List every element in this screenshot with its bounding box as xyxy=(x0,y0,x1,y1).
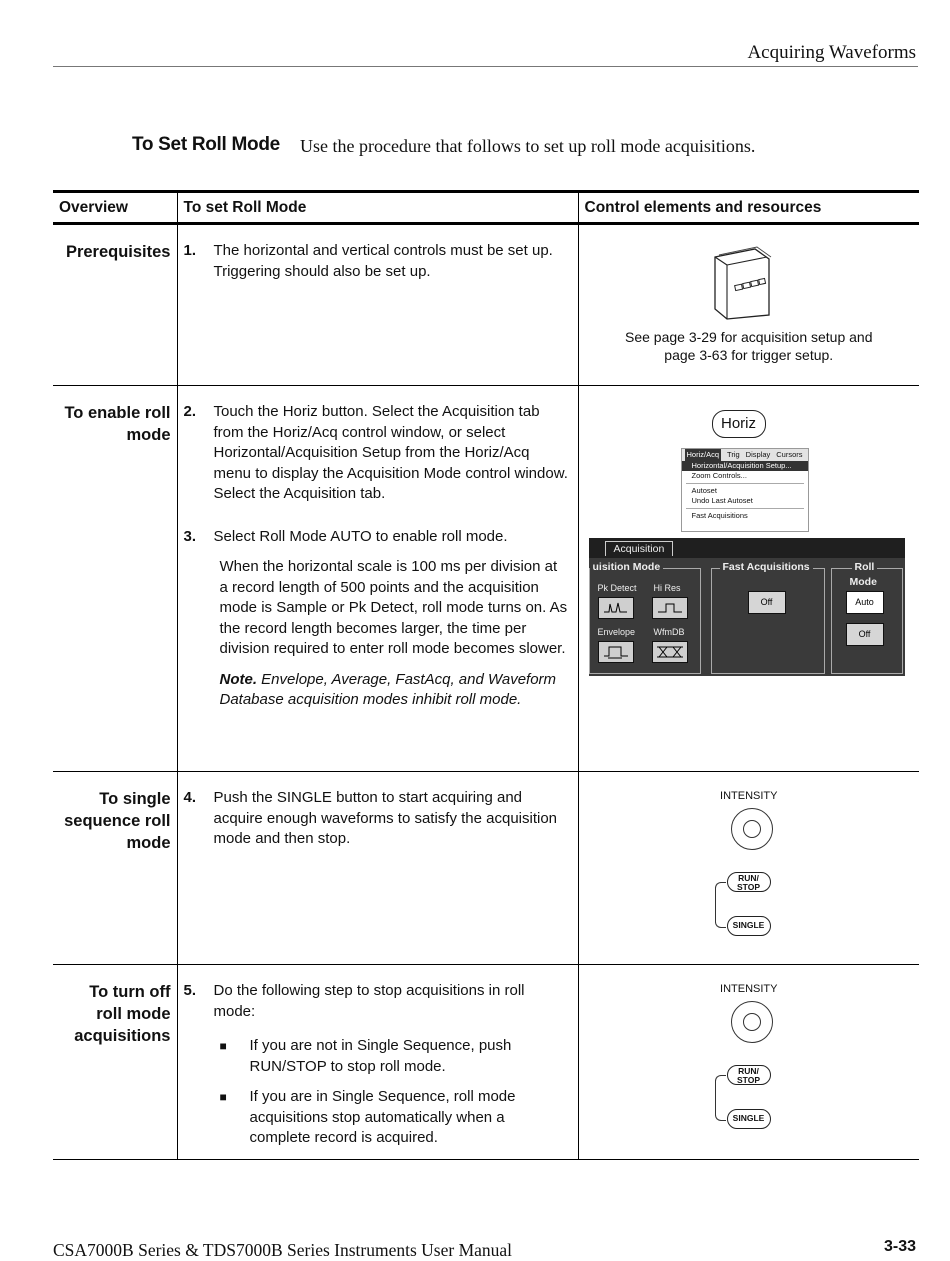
menu-bar-cursors[interactable]: Cursors xyxy=(776,450,803,459)
button-bracket xyxy=(715,1075,726,1121)
stop-label: STOP xyxy=(737,1075,760,1085)
step-note xyxy=(220,670,570,711)
roll-mode-group xyxy=(831,561,903,674)
step-4 xyxy=(184,788,570,850)
row-label-prerequisites: Prerequisites xyxy=(65,243,171,261)
header-rule xyxy=(53,66,918,67)
step-2 xyxy=(184,402,570,505)
menu-bar-trig[interactable]: Trig xyxy=(727,450,740,459)
intensity-knob-icon[interactable] xyxy=(731,1001,773,1043)
acquisition-mode-group xyxy=(589,561,701,674)
run-stop-button[interactable] xyxy=(727,872,771,892)
horiz-acq-menu xyxy=(681,448,809,532)
pk-detect-label: Pk Detect xyxy=(597,583,637,593)
bullet-square-icon: ■ xyxy=(219,1090,227,1104)
bullet-item xyxy=(220,1036,570,1077)
table-row xyxy=(53,224,919,386)
intensity-knob-icon[interactable] xyxy=(731,808,773,850)
intensity-label: INTENSITY xyxy=(720,790,778,802)
menu-bar-display[interactable]: Display xyxy=(745,450,771,459)
procedure-table xyxy=(53,190,919,1160)
step-1 xyxy=(184,241,570,282)
fast-acquisitions-title: Fast Acquisitions xyxy=(720,561,813,573)
menu-item-undo-last-autoset[interactable]: Undo Last Autoset xyxy=(691,496,753,505)
envelope-label: Envelope xyxy=(597,627,636,637)
menu-bar-horiz-acq[interactable]: Horiz/Acq xyxy=(686,450,720,459)
bullet-text: If you are in Single Sequence, roll mode acquisitions stop automatically when a complete record is acquired. xyxy=(249,1088,516,1146)
resource-caption-2: page 3-63 for trigger setup. xyxy=(664,347,834,363)
row-label-turn-off-roll: To turn off roll mode acquisitions xyxy=(74,983,171,1045)
stop-label: STOP xyxy=(737,882,760,892)
note-label: Note. xyxy=(219,670,257,688)
step-text: Touch the Horiz button. Select the Acquisition tab from the Horiz/Acq control window, or select Horizontal/Acquisition Setup from the Horiz/Acq menu to display the Acquisition Mode control window. Select the Acquisition tab. xyxy=(213,403,568,502)
wfmdb-button[interactable] xyxy=(652,641,688,663)
hi-res-button[interactable] xyxy=(652,597,688,619)
envelope-button[interactable] xyxy=(598,641,634,663)
roll-mode-off-button[interactable]: Off xyxy=(846,623,884,646)
acquisition-mode-title: uisition Mode xyxy=(590,561,664,573)
menu-item-fast-acquisitions[interactable]: Fast Acquisitions xyxy=(691,511,748,520)
row-label-single-sequence: To single sequence roll mode xyxy=(64,790,171,852)
run-label: RUN/ xyxy=(738,1066,759,1076)
single-button[interactable]: SINGLE xyxy=(727,1109,771,1129)
step-number: 1. xyxy=(183,242,197,259)
table-row xyxy=(53,386,919,772)
envelope-waveform-icon xyxy=(599,642,633,662)
step-5 xyxy=(184,981,570,1022)
fast-acq-off-button[interactable]: Off xyxy=(748,591,786,614)
single-button[interactable]: SINGLE xyxy=(727,916,771,936)
table-row xyxy=(53,965,919,1160)
step-text: Push the SINGLE button to start acquiring and acquire enough waveforms to satisfy the acquisition mode and then stop. xyxy=(213,789,558,847)
section-title: To Set Roll Mode xyxy=(132,134,280,155)
horiz-button[interactable]: Horiz xyxy=(712,410,766,438)
table-header-row xyxy=(53,192,919,224)
pk-detect-waveform-icon xyxy=(599,598,633,618)
run-stop-button[interactable] xyxy=(727,1065,771,1085)
resource-caption-1: See page 3-29 for acquisition setup and xyxy=(624,329,873,345)
menu-item-horizontal-acquisition-setup[interactable]: Horizontal/Acquisition Setup... xyxy=(682,461,808,471)
pk-detect-button[interactable] xyxy=(598,597,634,619)
step-text: Select Roll Mode AUTO to enable roll mode. xyxy=(213,527,508,545)
footer-manual-title: CSA7000B Series & TDS7000B Series Instruments User Manual xyxy=(53,1240,513,1260)
hi-res-waveform-icon xyxy=(653,598,687,618)
intensity-label: INTENSITY xyxy=(720,983,778,995)
step-number: 2. xyxy=(183,403,197,420)
acquisition-panel xyxy=(589,538,905,676)
fast-acquisitions-group xyxy=(711,561,825,674)
menu-item-zoom-controls[interactable]: Zoom Controls... xyxy=(691,471,747,480)
step-number: 4. xyxy=(183,789,197,806)
row-label-enable-roll: To enable roll mode xyxy=(64,404,171,444)
roll-mode-title-1: Roll xyxy=(852,561,878,573)
hi-res-label: Hi Res xyxy=(653,583,681,593)
header-procedure: To set Roll Mode xyxy=(177,192,578,224)
wfmdb-waveform-icon xyxy=(653,642,687,662)
step-number: 5. xyxy=(183,982,197,999)
step-paragraph: When the horizontal scale is 100 ms per division at a record length of 500 points and the acquisition mode is Sample or Pk Detect, roll mode turns on. As the record length becomes larger, the time per division required to enter roll mode becomes slower. xyxy=(219,558,568,657)
tab-acquisition[interactable]: Acquisition xyxy=(605,541,674,556)
step-3 xyxy=(184,527,570,548)
bullet-text: If you are not in Single Sequence, push RUN/STOP to stop roll mode. xyxy=(249,1037,512,1075)
step-text: The horizontal and vertical controls must be set up. Triggering should also be set up. xyxy=(213,242,553,280)
bullet-item xyxy=(220,1087,570,1149)
header-resources: Control elements and resources xyxy=(578,192,919,224)
wfmdb-label: WfmDB xyxy=(653,627,685,637)
button-bracket xyxy=(715,882,726,928)
menu-item-autoset[interactable]: Autoset xyxy=(691,486,717,495)
roll-mode-auto-button[interactable]: Auto xyxy=(846,591,884,614)
note-text: Envelope, Average, FastAcq, and Waveform Database acquisition modes inhibit roll mode. xyxy=(219,670,557,708)
run-label: RUN/ xyxy=(738,873,759,883)
roll-mode-title-2: Mode xyxy=(849,576,877,588)
step-number: 3. xyxy=(183,527,197,545)
section-intro: Use the procedure that follows to set up roll mode acquisitions. xyxy=(300,136,756,156)
manual-book-icon xyxy=(705,243,785,321)
step-text: Do the following step to stop acquisitions in roll mode: xyxy=(213,982,525,1020)
header-overview: Overview xyxy=(53,192,177,224)
footer-page-number: 3-33 xyxy=(883,1238,916,1255)
table-row xyxy=(53,772,919,965)
running-header: Acquiring Waveforms xyxy=(747,42,916,63)
bullet-square-icon: ■ xyxy=(219,1039,227,1053)
